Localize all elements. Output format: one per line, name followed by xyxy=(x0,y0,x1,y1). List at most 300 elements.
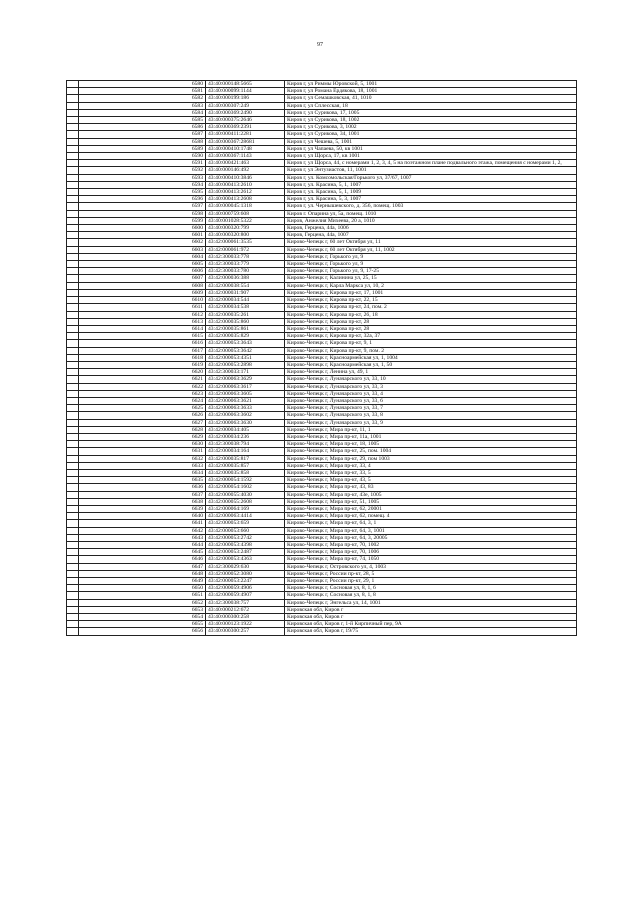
row-number: 6630 xyxy=(79,441,206,448)
table-row xyxy=(67,520,577,527)
address: Киров г, ул Щорса, 44, с номерами 1, 2, 3, 4, 5 на поэтажном плане подвального этажа, помещения с номерами 1, 2, xyxy=(285,160,577,167)
row-number: 6638 xyxy=(79,498,206,505)
cadastral-number: 43:42:000054:1602 xyxy=(206,484,285,491)
row-blank-cell xyxy=(67,160,79,167)
row-number: 6645 xyxy=(79,549,206,556)
cadastral-number: 43:42:000031:907 xyxy=(206,289,285,296)
row-number: 6621 xyxy=(79,376,206,383)
cadastral-number: 43:40:000413:2608 xyxy=(206,196,285,203)
table-row xyxy=(67,455,577,462)
address: Кирово-Чепецк г, Карла Маркса ул, 10, 2 xyxy=(285,282,577,289)
row-blank-cell xyxy=(67,88,79,95)
cadastral-number: 43:40:000148:5665 xyxy=(206,81,285,88)
table-row xyxy=(67,239,577,246)
row-number: 6643 xyxy=(79,534,206,541)
address: Кирово-Чепецк г, Мира пр-кт, 43, 83 xyxy=(285,484,577,491)
cadastral-number: 43:42:000053:4363 xyxy=(206,556,285,563)
cadastral-number: 43:42:000035:861 xyxy=(206,325,285,332)
table-row xyxy=(67,138,577,145)
address: Киров г, ул Сурикова, 17, 1005 xyxy=(285,109,577,116)
row-blank-cell xyxy=(67,253,79,260)
address: Киров г, ул. Комсомольская/Горького ул, 37/67, 1007 xyxy=(285,174,577,181)
table-row xyxy=(67,469,577,476)
row-blank-cell xyxy=(67,347,79,354)
row-number: 6651 xyxy=(79,592,206,599)
table-row xyxy=(67,491,577,498)
address: Кирово-Чепецк г, Кирова пр-кт, 22, 15 xyxy=(285,297,577,304)
table-row xyxy=(67,81,577,88)
row-blank-cell xyxy=(67,268,79,275)
cadastral-number: 43:40:000759:608 xyxy=(206,210,285,217)
cadastral-number: 43:42:300033:778 xyxy=(206,253,285,260)
row-blank-cell xyxy=(67,153,79,160)
row-number: 6581 xyxy=(79,88,206,95)
table-row xyxy=(67,95,577,102)
row-blank-cell xyxy=(67,570,79,577)
row-blank-cell xyxy=(67,289,79,296)
table-row xyxy=(67,412,577,419)
row-number: 6615 xyxy=(79,333,206,340)
table-row xyxy=(67,124,577,131)
row-number: 6649 xyxy=(79,578,206,585)
cadastral-number: 43:42:000063:3630 xyxy=(206,419,285,426)
cadastral-number: 43:42:000035:858 xyxy=(206,469,285,476)
row-blank-cell xyxy=(67,520,79,527)
table-row xyxy=(67,268,577,275)
cadastral-number: 43:42:000053:2247 xyxy=(206,578,285,585)
row-number: 6599 xyxy=(79,217,206,224)
address: Кирово-Чепецк г, Луначарского ул, 33, 10 xyxy=(285,376,577,383)
address: Киров г, ул Семашковская, 41, 1010 xyxy=(285,95,577,102)
row-blank-cell xyxy=(67,232,79,239)
cadastral-number: 43:42:000035:817 xyxy=(206,455,285,462)
row-blank-cell xyxy=(67,433,79,440)
table-row xyxy=(67,383,577,390)
table-row xyxy=(67,145,577,152)
row-number: 6605 xyxy=(79,261,206,268)
row-number: 6606 xyxy=(79,268,206,275)
row-blank-cell xyxy=(67,606,79,613)
address: Кирово-Чепецк г, Мира пр-кт, 11а, 1001 xyxy=(285,433,577,440)
row-number: 6624 xyxy=(79,397,206,404)
address: Кирово-Чепецк г, Сосновая ул, 8, 1, 8 xyxy=(285,592,577,599)
row-blank-cell xyxy=(67,462,79,469)
row-number: 6622 xyxy=(79,383,206,390)
cadastral-number: 43:42:000063:3602 xyxy=(206,412,285,419)
row-number: 6608 xyxy=(79,282,206,289)
row-blank-cell xyxy=(67,117,79,124)
row-blank-cell xyxy=(67,498,79,505)
address: Киров г, ул. Красина, 5, 3, 1007 xyxy=(285,196,577,203)
address: Кирово-Чепецк г, Мира пр-кт, 33, 5 xyxy=(285,469,577,476)
row-blank-cell xyxy=(67,304,79,311)
row-number: 6582 xyxy=(79,95,206,102)
cadastral-number: 43:42:000053:659 xyxy=(206,520,285,527)
row-blank-cell xyxy=(67,189,79,196)
cadastral-number: 43:42:000061:972 xyxy=(206,246,285,253)
cadastral-number: 43:42:000034:544 xyxy=(206,297,285,304)
address: Кирово-Чепецк г, Луначарского ул, 33, 7 xyxy=(285,405,577,412)
row-blank-cell xyxy=(67,534,79,541)
address: Кирово-Чепецк г, Мира пр-кт, 70, 1006 xyxy=(285,549,577,556)
row-number: 6611 xyxy=(79,304,206,311)
table-row xyxy=(67,628,577,635)
address: Кирово-Чепецк г, Кирова пр-кт, 28 xyxy=(285,318,577,325)
address: Кирово-Чепецк г, Мира пр-кт, 11, 1 xyxy=(285,426,577,433)
row-number: 6610 xyxy=(79,297,206,304)
address: Кирово-Чепецк г, Сосновая ул, 8, 1, 6 xyxy=(285,585,577,592)
row-blank-cell xyxy=(67,556,79,563)
cadastral-number: 43:42:000035:857 xyxy=(206,462,285,469)
table-row xyxy=(67,462,577,469)
row-number: 6634 xyxy=(79,469,206,476)
address: Кирово-Чепецк г, Мира пр-кт, 64, 3, 1 xyxy=(285,520,577,527)
row-blank-cell xyxy=(67,628,79,635)
table-row xyxy=(67,167,577,174)
row-number: 6655 xyxy=(79,621,206,628)
address: Киров г, ул. Чернышевского, д. 356, помещ. 1003 xyxy=(285,203,577,210)
address: Киров г, ул Энтузиастов, 11, 1001 xyxy=(285,167,577,174)
row-number: 6629 xyxy=(79,433,206,440)
row-number: 6616 xyxy=(79,340,206,347)
row-number: 6633 xyxy=(79,462,206,469)
cadastral-number: 43:42:000059:4906 xyxy=(206,585,285,592)
table-row xyxy=(67,578,577,585)
address: Кирово-Чепецк г, Мира пр-кт, 64, 3, 1001 xyxy=(285,527,577,534)
cadastral-number: 43:40:000410:1748 xyxy=(206,145,285,152)
row-number: 6612 xyxy=(79,311,206,318)
cadastral-number: 43:42:300038:757 xyxy=(206,599,285,606)
address: Кирово-Чепецк г, Кирова пр-кт, 26, 18 xyxy=(285,311,577,318)
row-number: 6640 xyxy=(79,513,206,520)
cadastral-number: 43:40:000413:2610 xyxy=(206,181,285,188)
table-row xyxy=(67,203,577,210)
table-row xyxy=(67,397,577,404)
row-number: 6593 xyxy=(79,174,206,181)
address: Киров, Герцена, 44а, 1006 xyxy=(285,225,577,232)
address: Кирово-Чепецк г, Мира пр-кт, 33, 4 xyxy=(285,462,577,469)
table-row xyxy=(67,325,577,332)
registry-table-body xyxy=(67,81,577,636)
table-row xyxy=(67,153,577,160)
row-blank-cell xyxy=(67,124,79,131)
row-number: 6646 xyxy=(79,556,206,563)
address: Кирово-Чепецк г, Энгельса ул, 14, 1001 xyxy=(285,599,577,606)
cadastral-number: 43:42:300033:779 xyxy=(206,261,285,268)
address: Кирово-Чепецк г, Луначарского ул, 33, 8 xyxy=(285,412,577,419)
cadastral-number: 43:42:000053:660 xyxy=(206,527,285,534)
address: Кирово-Чепецк г, Мира пр-кт, 43е, 1005 xyxy=(285,491,577,498)
row-number: 6590 xyxy=(79,153,206,160)
row-blank-cell xyxy=(67,333,79,340)
address: Киров г, ул Романа Ердякова, 18, 1001 xyxy=(285,88,577,95)
table-row xyxy=(67,109,577,116)
row-blank-cell xyxy=(67,621,79,628)
row-number: 6596 xyxy=(79,196,206,203)
row-blank-cell xyxy=(67,405,79,412)
cadastral-number: 43:42:300038:794 xyxy=(206,441,285,448)
table-row xyxy=(67,498,577,505)
table-row xyxy=(67,232,577,239)
table-row xyxy=(67,606,577,613)
row-blank-cell xyxy=(67,246,79,253)
address: Кирово-Чепецк г, Мира пр-кт, 62, 20001 xyxy=(285,505,577,512)
row-number: 6603 xyxy=(79,246,206,253)
row-blank-cell xyxy=(67,527,79,534)
address: Кирово-Чепецк г, Горького ул, 9, 17-25 xyxy=(285,268,577,275)
cadastral-number: 43:42:000059:4907 xyxy=(206,592,285,599)
table-row xyxy=(67,549,577,556)
address: Кирово-Чепецк г, Мира пр-кт, 51, 1005 xyxy=(285,498,577,505)
table-row xyxy=(67,513,577,520)
row-blank-cell xyxy=(67,282,79,289)
table-row xyxy=(67,534,577,541)
address: Кирово-Чепецк г, Кирова пр-кт, 9, 1 xyxy=(285,340,577,347)
address: Кирово-Чепецк г, Островского ул, 4, 1003 xyxy=(285,563,577,570)
cadastral-number: 43:40:000320:799 xyxy=(206,225,285,232)
row-blank-cell xyxy=(67,203,79,210)
row-number: 6585 xyxy=(79,117,206,124)
row-blank-cell xyxy=(67,340,79,347)
table-row xyxy=(67,505,577,512)
address: Кирово-Чепецк г, Калинина ул, 25, 15 xyxy=(285,275,577,282)
table-row xyxy=(67,333,577,340)
table-row xyxy=(67,217,577,224)
table-row xyxy=(67,174,577,181)
cadastral-number: 43:42:000035:829 xyxy=(206,333,285,340)
row-blank-cell xyxy=(67,549,79,556)
table-row xyxy=(67,102,577,109)
row-number: 6635 xyxy=(79,477,206,484)
cadastral-number: 43:40:000375:2646 xyxy=(206,117,285,124)
row-blank-cell xyxy=(67,95,79,102)
table-row xyxy=(67,246,577,253)
cadastral-number: 43:42:000035:860 xyxy=(206,318,285,325)
row-number: 6618 xyxy=(79,354,206,361)
cadastral-number: 43:40:000369:2490 xyxy=(206,109,285,116)
address: Киров г, ул Сурикова, 3, 1002 xyxy=(285,124,577,131)
cadastral-number: 43:42:000063:3629 xyxy=(206,376,285,383)
cadastral-number: 43:42:300033:171 xyxy=(206,369,285,376)
cadastral-number: 43:42:000054:1592 xyxy=(206,477,285,484)
address: Кирово-Чепецк г, Мира пр-кт, 25, пом. 1004 xyxy=(285,448,577,455)
cadastral-number: 43:42:000053:3643 xyxy=(206,340,285,347)
address: Кирово-Чепецк г, Кирова пр-кт, 17, 1001 xyxy=(285,289,577,296)
row-blank-cell xyxy=(67,131,79,138)
table-row xyxy=(67,210,577,217)
row-number: 6583 xyxy=(79,102,206,109)
cadastral-number: 43:40:000369:2391 xyxy=(206,124,285,131)
table-row xyxy=(67,376,577,383)
row-number: 6580 xyxy=(79,81,206,88)
address: Кирово-Чепецк г, Мира пр-кт, 74, 1050 xyxy=(285,556,577,563)
row-number: 6584 xyxy=(79,109,206,116)
cadastral-number: 43:42:000038:554 xyxy=(206,282,285,289)
row-number: 6592 xyxy=(79,167,206,174)
table-row xyxy=(67,570,577,577)
address: Кирово-Чепецк г, России пр-кт, 28, 5 xyxy=(285,570,577,577)
address: Кирово-Чепецк г, России пр-кт, 29, 1 xyxy=(285,578,577,585)
row-blank-cell xyxy=(67,318,79,325)
row-number: 6594 xyxy=(79,181,206,188)
row-number: 6617 xyxy=(79,347,206,354)
row-blank-cell xyxy=(67,419,79,426)
table-row xyxy=(67,131,577,138)
row-number: 6589 xyxy=(79,145,206,152)
address: Кировская обл, Киров г, 1-й Кирпичный пер, 9А xyxy=(285,621,577,628)
table-row xyxy=(67,282,577,289)
row-number: 6632 xyxy=(79,455,206,462)
row-number: 6626 xyxy=(79,412,206,419)
row-blank-cell xyxy=(67,599,79,606)
address: Киров г, ул Сурикова, 18, 1002 xyxy=(285,117,577,124)
row-blank-cell xyxy=(67,145,79,152)
row-blank-cell xyxy=(67,513,79,520)
cadastral-number: 43:42:000061:3535 xyxy=(206,239,285,246)
cadastral-number: 43:40:000199:186 xyxy=(206,95,285,102)
address: Кирово-Чепецк г, Кирова пр-кт, 32а, 37 xyxy=(285,333,577,340)
row-blank-cell xyxy=(67,167,79,174)
cadastral-number: 43:42:000035:261 xyxy=(206,311,285,318)
address: Кирово-Чепецк г, Кирова пр-кт, 28 xyxy=(285,325,577,332)
address: Кирово-Чепецк г, Мира пр-кт, 18, 1005 xyxy=(285,441,577,448)
table-row xyxy=(67,340,577,347)
address: Киров г, ул Сплесская, 18 xyxy=(285,102,577,109)
row-blank-cell xyxy=(67,174,79,181)
table-row xyxy=(67,160,577,167)
cadastral-number: 43:42:300033:780 xyxy=(206,268,285,275)
address: Кирово-Чепецк г, Красноармейская ул, 1, 50 xyxy=(285,361,577,368)
row-number: 6648 xyxy=(79,570,206,577)
table-row xyxy=(67,556,577,563)
address: Кирово-Чепецк г, Мира пр-кт, 62, помещ. 4 xyxy=(285,513,577,520)
table-row xyxy=(67,527,577,534)
row-blank-cell xyxy=(67,225,79,232)
row-number: 6619 xyxy=(79,361,206,368)
row-blank-cell xyxy=(67,491,79,498)
registry-table xyxy=(66,80,577,636)
address: Кирово-Чепецк г, Луначарского ул, 33, 4 xyxy=(285,390,577,397)
table-row xyxy=(67,261,577,268)
row-number: 6642 xyxy=(79,527,206,534)
row-number: 6641 xyxy=(79,520,206,527)
address: Кирово-Чепецк г, Луначарского ул, 33, 3 xyxy=(285,383,577,390)
row-number: 6587 xyxy=(79,131,206,138)
cadastral-number: 43:42:000053:2898 xyxy=(206,361,285,368)
address: Киров г, ул Щорса, 17, кв 1001 xyxy=(285,153,577,160)
row-blank-cell xyxy=(67,412,79,419)
table-row xyxy=(67,88,577,95)
table-row xyxy=(67,621,577,628)
table-row xyxy=(67,563,577,570)
row-number: 6644 xyxy=(79,542,206,549)
cadastral-number: 43:42:000053:2742 xyxy=(206,534,285,541)
table-row xyxy=(67,181,577,188)
table-row xyxy=(67,599,577,606)
cadastral-number: 43:42:000055:2608 xyxy=(206,498,285,505)
row-number: 6637 xyxy=(79,491,206,498)
row-blank-cell xyxy=(67,109,79,116)
table-row xyxy=(67,196,577,203)
row-number: 6650 xyxy=(79,585,206,592)
cadastral-number: 43:42:000034:236 xyxy=(206,433,285,440)
address: Киров г, ул Сурикова, 34, 1001 xyxy=(285,131,577,138)
row-blank-cell xyxy=(67,563,79,570)
row-number: 6598 xyxy=(79,210,206,217)
table-row xyxy=(67,304,577,311)
table-row xyxy=(67,542,577,549)
cadastral-number: 43:42:000063:3605 xyxy=(206,390,285,397)
cadastral-number: 43:40:000146:492 xyxy=(206,167,285,174)
row-number: 6625 xyxy=(79,405,206,412)
row-blank-cell xyxy=(67,297,79,304)
address: Кирово-Чепецк г, Кирова пр-кт, 24, пом. 2 xyxy=(285,304,577,311)
address: Кирово-Чепецк г, Мира пр-кт, 70, 1002 xyxy=(285,542,577,549)
cadastral-number: 43:42:000053:3642 xyxy=(206,347,285,354)
cadastral-number: 43:42:000063:3621 xyxy=(206,397,285,404)
page-number: 97 xyxy=(317,42,323,48)
address: Кирово-Чепецк г, Мира пр-кт, 43, 5 xyxy=(285,477,577,484)
row-blank-cell xyxy=(67,585,79,592)
cadastral-number: 43:42:000034:538 xyxy=(206,304,285,311)
cadastral-number: 43:40:000212:672 xyxy=(206,606,285,613)
row-number: 6636 xyxy=(79,484,206,491)
table-row xyxy=(67,117,577,124)
address: Киров г. Опарина ул, 5а, помещ. 1010 xyxy=(285,210,577,217)
row-number: 6591 xyxy=(79,160,206,167)
row-blank-cell xyxy=(67,441,79,448)
address: Киров г, ул. Красина, 5, 1, 1009 xyxy=(285,189,577,196)
address: Киров г, ул Чапаева, 50, кв 1001 xyxy=(285,145,577,152)
row-number: 6601 xyxy=(79,232,206,239)
table-row xyxy=(67,405,577,412)
cadastral-number: 43:40:000367:28681 xyxy=(206,138,285,145)
row-blank-cell xyxy=(67,397,79,404)
row-number: 6595 xyxy=(79,189,206,196)
row-number: 6656 xyxy=(79,628,206,635)
cadastral-number: 43:40:000099:1144 xyxy=(206,88,285,95)
row-blank-cell xyxy=(67,138,79,145)
address: Кирово-Чепецк г, Ленина ул, 49, 1 xyxy=(285,369,577,376)
row-blank-cell xyxy=(67,275,79,282)
table-row xyxy=(67,441,577,448)
cadastral-number: 43:40:000410:3846 xyxy=(206,174,285,181)
cadastral-number: 43:42:000053:4398 xyxy=(206,542,285,549)
row-blank-cell xyxy=(67,261,79,268)
table-row xyxy=(67,484,577,491)
row-blank-cell xyxy=(67,196,79,203)
cadastral-number: 43:40:000300:257 xyxy=(206,628,285,635)
row-number: 6653 xyxy=(79,606,206,613)
cadastral-number: 43:42:000034:405 xyxy=(206,426,285,433)
table-row xyxy=(67,585,577,592)
table-row xyxy=(67,361,577,368)
cadastral-number: 43:40:000045:1318 xyxy=(206,203,285,210)
row-blank-cell xyxy=(67,383,79,390)
row-blank-cell xyxy=(67,469,79,476)
row-blank-cell xyxy=(67,542,79,549)
address: Киров, Анжелия Михеева, 20 а, 1010 xyxy=(285,217,577,224)
cadastral-number: 43:40:000307:249 xyxy=(206,102,285,109)
cadastral-number: 43:42:000034:164 xyxy=(206,448,285,455)
table-row xyxy=(67,614,577,621)
row-number: 6631 xyxy=(79,448,206,455)
address: Кирово-Чепецк г, Горького ул, 9 xyxy=(285,253,577,260)
row-number: 6628 xyxy=(79,426,206,433)
address: Кирово-Чепецк г, Мира пр-кт, 29, пом 1003 xyxy=(285,455,577,462)
row-blank-cell xyxy=(67,426,79,433)
row-number: 6620 xyxy=(79,369,206,376)
